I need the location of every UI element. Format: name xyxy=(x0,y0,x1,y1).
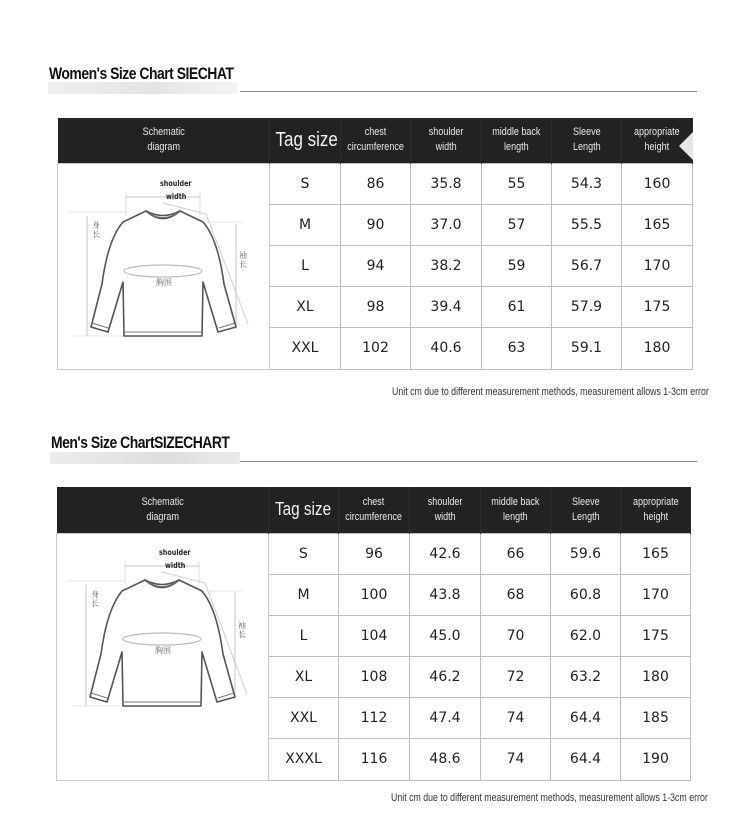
cell-sleeve: 62.0 xyxy=(551,615,621,656)
cell-back-length: 74 xyxy=(481,697,551,738)
cell-back-length: 59 xyxy=(482,245,552,286)
cell-shoulder: 37.0 xyxy=(411,204,482,245)
header-chest-circumference: chest circumference xyxy=(339,487,410,533)
cell-size: XL xyxy=(269,656,339,697)
cell-height: 165 xyxy=(621,533,691,574)
cell-shoulder: 38.2 xyxy=(411,245,482,286)
header-sleeve-length: Sleeve Length xyxy=(551,487,621,533)
cell-height: 180 xyxy=(621,656,691,697)
header-tag-size: Tag size xyxy=(270,118,341,163)
cell-sleeve: 64.4 xyxy=(551,697,621,738)
sweater-diagram-icon xyxy=(57,534,268,782)
cell-back-length: 57 xyxy=(482,204,552,245)
cell-chest: 108 xyxy=(339,656,410,697)
diagram-sleeve-length-label: 袖长 xyxy=(238,620,246,639)
women-size-table xyxy=(57,118,693,370)
cell-shoulder: 48.6 xyxy=(410,738,481,780)
men-title-rule xyxy=(240,461,697,462)
diagram-body-length-label: 身长 xyxy=(92,220,100,239)
diagram-width-label: width xyxy=(166,191,187,201)
diagram-shoulder-label: shoulder xyxy=(159,547,191,557)
diagram-chest-label: 胸围 xyxy=(155,645,171,655)
cell-sleeve: 59.1 xyxy=(552,327,622,369)
diagram-shoulder-label: shoulder xyxy=(160,178,192,188)
cell-chest: 98 xyxy=(341,286,411,327)
header-middle-back-length: middle back length xyxy=(482,118,552,163)
cell-size: XXXL xyxy=(269,738,339,780)
men-title-shade xyxy=(50,452,240,464)
cell-height: 170 xyxy=(622,245,693,286)
cell-height: 185 xyxy=(621,697,691,738)
cell-size: S xyxy=(269,533,339,574)
header-schematic-diagram: Schematic diagram xyxy=(57,487,269,533)
diagram-body-length-label: 身长 xyxy=(91,589,99,608)
header-schematic-diagram: Schematic diagram xyxy=(58,118,270,163)
cell-chest: 90 xyxy=(341,204,411,245)
cell-height: 175 xyxy=(621,615,691,656)
cell-sleeve: 55.5 xyxy=(552,204,622,245)
cell-size: S xyxy=(270,163,341,204)
table-row xyxy=(57,533,691,574)
header-shoulder-width: shoulder width xyxy=(411,118,482,163)
cell-sleeve: 57.9 xyxy=(552,286,622,327)
header-middle-back-length: middle back length xyxy=(481,487,551,533)
cell-sleeve: 54.3 xyxy=(552,163,622,204)
cell-height: 180 xyxy=(622,327,693,369)
cell-sleeve: 59.6 xyxy=(551,533,621,574)
diagram-chest-label: 胸围 xyxy=(156,277,172,287)
cell-height: 175 xyxy=(622,286,693,327)
cell-size: L xyxy=(270,245,341,286)
cell-sleeve: 56.7 xyxy=(552,245,622,286)
cell-size: XL xyxy=(270,286,341,327)
men-header-row xyxy=(57,487,691,533)
schematic-diagram-cell xyxy=(57,533,269,780)
cell-back-length: 72 xyxy=(481,656,551,697)
table-row xyxy=(58,163,693,204)
cell-height: 190 xyxy=(621,738,691,780)
cell-shoulder: 35.8 xyxy=(411,163,482,204)
women-section-title: Women's Size Chart SIECHAT xyxy=(49,64,234,83)
cell-chest: 94 xyxy=(341,245,411,286)
header-shoulder-width: shoulder width xyxy=(410,487,481,533)
women-measurement-note: Unit cm due to different measurement methods, measurement allows 1-3cm error xyxy=(392,386,709,398)
cell-chest: 100 xyxy=(339,574,410,615)
cell-size: XXL xyxy=(270,327,341,369)
cell-shoulder: 42.6 xyxy=(410,533,481,574)
cell-shoulder: 46.2 xyxy=(410,656,481,697)
cell-shoulder: 47.4 xyxy=(410,697,481,738)
cell-back-length: 68 xyxy=(481,574,551,615)
cell-back-length: 61 xyxy=(482,286,552,327)
header-sleeve-length: Sleeve Length xyxy=(552,118,622,163)
cell-height: 170 xyxy=(621,574,691,615)
cell-back-length: 66 xyxy=(481,533,551,574)
cell-size: M xyxy=(269,574,339,615)
header-tag-size: Tag size xyxy=(269,487,339,533)
cell-size: L xyxy=(269,615,339,656)
women-header-notch xyxy=(679,132,693,160)
cell-shoulder: 45.0 xyxy=(410,615,481,656)
cell-sleeve: 63.2 xyxy=(551,656,621,697)
men-measurement-note: Unit cm due to different measurement methods, measurement allows 1-3cm error xyxy=(391,792,708,804)
cell-shoulder: 40.6 xyxy=(411,327,482,369)
cell-chest: 96 xyxy=(339,533,410,574)
cell-back-length: 70 xyxy=(481,615,551,656)
diagram-sleeve-length-label: 袖长 xyxy=(239,250,247,269)
cell-size: M xyxy=(270,204,341,245)
cell-chest: 104 xyxy=(339,615,410,656)
men-section-title: Men's Size ChartSIZECHART xyxy=(51,433,230,452)
cell-chest: 112 xyxy=(339,697,410,738)
cell-back-length: 74 xyxy=(481,738,551,780)
cell-chest: 116 xyxy=(339,738,410,780)
header-appropriate-height: appropriate height xyxy=(622,118,693,163)
women-header-row xyxy=(58,118,693,163)
cell-shoulder: 39.4 xyxy=(411,286,482,327)
schematic-diagram-cell xyxy=(58,163,270,369)
cell-shoulder: 43.8 xyxy=(410,574,481,615)
header-appropriate-height: appropriate height xyxy=(621,487,691,533)
cell-sleeve: 60.8 xyxy=(551,574,621,615)
cell-chest: 86 xyxy=(341,163,411,204)
cell-back-length: 63 xyxy=(482,327,552,369)
header-chest-circumference: chest circumference xyxy=(341,118,411,163)
cell-back-length: 55 xyxy=(482,163,552,204)
men-size-table xyxy=(56,487,691,781)
cell-sleeve: 64.4 xyxy=(551,738,621,780)
cell-chest: 102 xyxy=(341,327,411,369)
cell-size: XXL xyxy=(269,697,339,738)
cell-height: 165 xyxy=(622,204,693,245)
women-title-rule xyxy=(240,91,697,92)
cell-height: 160 xyxy=(622,163,693,204)
diagram-width-label: width xyxy=(165,560,186,570)
